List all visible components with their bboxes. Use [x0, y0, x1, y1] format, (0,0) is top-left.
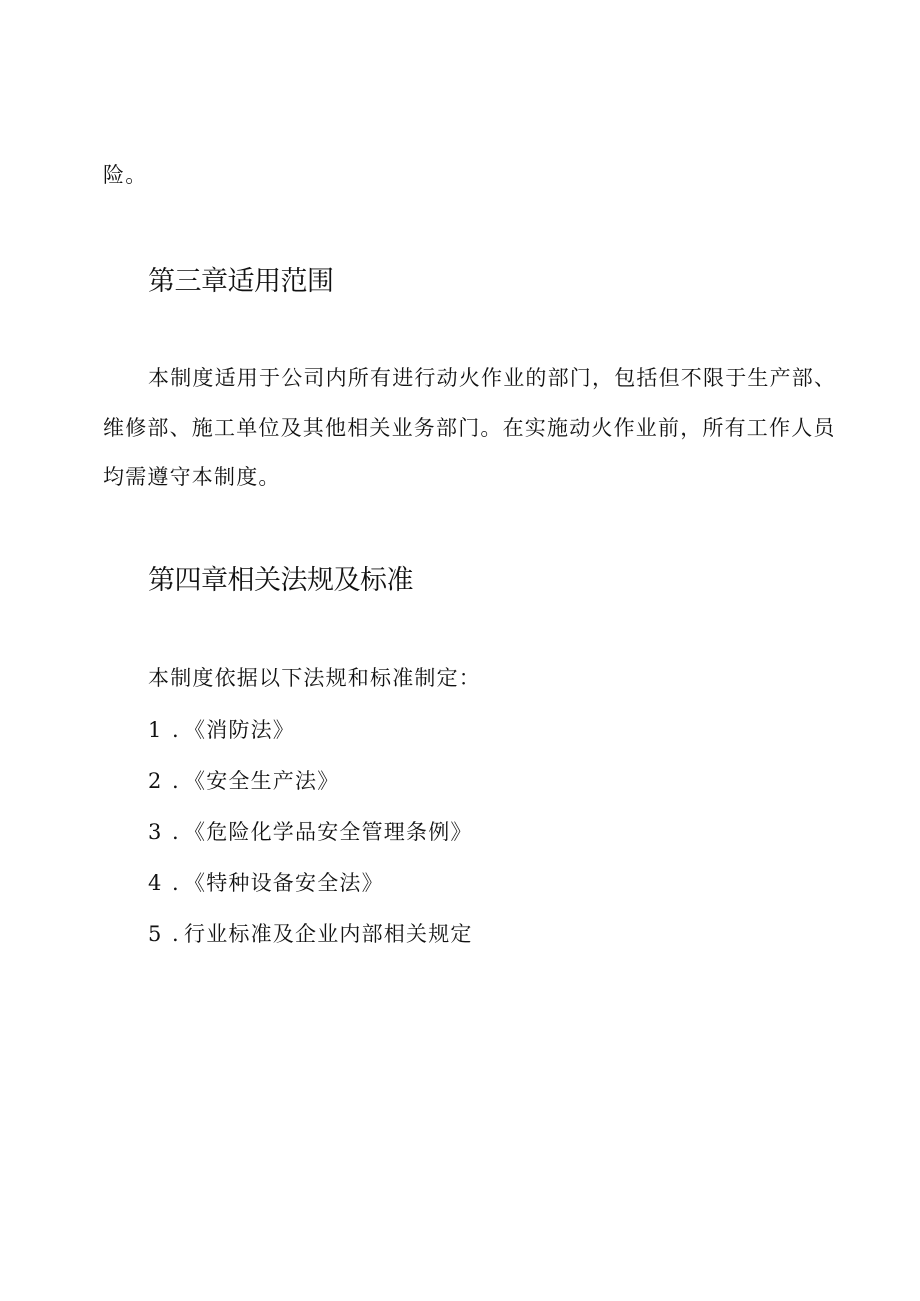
list-item-number: 3: [148, 820, 163, 844]
chapter3-paragraph-line-3: 均需遵守本制度。: [103, 465, 281, 489]
list-item-text: 《安全生产法》: [184, 769, 340, 793]
list-item-number: 4: [148, 871, 163, 895]
list-item-text: 行业标准及企业内部相关规定: [184, 922, 473, 946]
continuation-text: 险。: [103, 163, 148, 187]
list-item: [148, 771, 339, 792]
list-item-number: 2: [148, 769, 163, 793]
list-item-dot: .: [172, 922, 180, 946]
list-item-dot: .: [172, 871, 180, 895]
list-item-dot: .: [172, 820, 180, 844]
chapter4-heading: 第四章相关法规及标准: [148, 565, 413, 596]
list-item-text: 《消防法》: [184, 718, 295, 742]
list-item-number: 5: [148, 922, 163, 946]
list-item: [148, 924, 473, 945]
list-item-number: 1: [148, 718, 163, 742]
chapter3-paragraph-line-1: 本制度适用于公司内所有进行动火作业的部门，包括但不限于生产部、: [148, 366, 837, 390]
list-item-text: 《特种设备安全法》: [184, 871, 384, 895]
list-item-text: 《危险化学品安全管理条例》: [184, 820, 473, 844]
list-item: [148, 720, 295, 741]
chapter3-paragraph-line-2: 维修部、施工单位及其他相关业务部门。在实施动火作业前，所有工作人员: [103, 416, 836, 440]
chapter3-heading: 第三章适用范围: [148, 266, 334, 297]
list-item-dot: .: [172, 718, 180, 742]
list-item: [148, 873, 384, 894]
chapter4-intro: 本制度依据以下法规和标准制定：: [148, 666, 481, 690]
list-item-dot: .: [172, 769, 180, 793]
list-item: [148, 822, 473, 843]
